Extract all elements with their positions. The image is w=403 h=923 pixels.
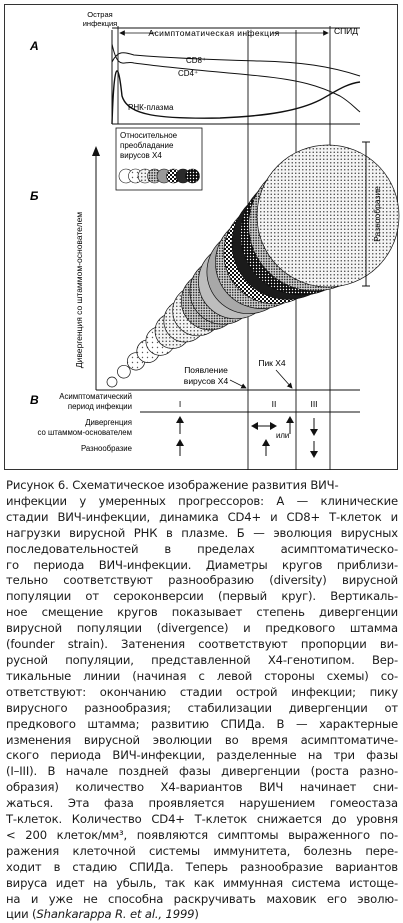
- caption-line: вирусного разнообразия; стабилизации дивергенции от: [6, 700, 398, 715]
- caption-line: вирусной популяции (divergence) и предкового штамма: [6, 621, 398, 636]
- phase-ii-or-word: или: [276, 431, 290, 440]
- caption-line: ходит в стадию СПИДа. Теперь разнообразие вариантов: [6, 859, 398, 874]
- phase-i-divergence-up-arrow: [176, 416, 184, 434]
- x4-legend-title-line2: преобладание: [120, 141, 174, 150]
- phase-iii-diversity-down-arrow: [310, 441, 318, 458]
- caption-line: (I–III). В начале поздней фазы дивергенции (роста разно-: [6, 764, 398, 779]
- figure-caption: [6, 478, 398, 923]
- caption-line: последовательностей в пределах асимптоматическо-: [6, 541, 398, 556]
- curve-cd8-label: CD8⁺: [186, 56, 207, 65]
- curve-rna-label: РНК-плазма: [128, 103, 174, 112]
- row-divergence-label-line1: Дивергенция: [85, 418, 132, 427]
- evolution-circle: [107, 377, 117, 387]
- row-diversity-label: Разнообразие: [80, 444, 132, 453]
- caption-last-prefix: ции (: [6, 907, 37, 922]
- caption-line: го периода ВИЧ-инфекции. Диаметры кругов приблизи-: [6, 557, 398, 572]
- phase-asymptomatic-label: Асимптоматическая инфекция: [148, 28, 280, 38]
- caption-line: образия) количество Х4-вариантов ВИЧ начинает сни-: [6, 780, 398, 795]
- caption-line: тикальные линии (начиная с левой стороны схемы) со-: [6, 668, 398, 683]
- panel-a-letter: А: [30, 39, 39, 53]
- phase-aids-label: СПИД: [333, 26, 359, 36]
- panel-b-y-axis-arrow: [92, 146, 100, 156]
- phase-ii-divergence-flat-arrow: [251, 422, 277, 430]
- x4-legend-scale: [119, 169, 200, 183]
- caption-line: Т-клеток. Количество CD4+ Т-клеток снижается до уровня: [6, 812, 398, 827]
- panel-b-y-axis-label: Дивергенция со штаммом-основателем: [74, 211, 84, 369]
- phase-acute-line2: инфекция: [82, 19, 118, 28]
- caption-line: Рисунок 6. Схематическое изображение развития ВИЧ-: [6, 478, 339, 492]
- x4-appearance-line2: вирусов X4: [183, 376, 229, 386]
- caption-line: жаться. Эта фаза проявляется нарушением гомеостаза: [6, 796, 398, 811]
- legend-circle: [186, 169, 200, 183]
- curve-cd4-label: CD4⁺: [178, 69, 199, 78]
- evolution-circle: [118, 365, 131, 378]
- curve-cd8: [112, 53, 360, 76]
- curve-plasma-rna: [112, 71, 360, 124]
- panel-b-letter: Б: [30, 189, 39, 203]
- curve-cd4: [112, 44, 360, 112]
- row-divergence-label-line2: со штаммом-основателем: [37, 428, 132, 437]
- caption-line: популяции от сероконверсии (первый круг). Вертикаль-: [6, 589, 398, 604]
- caption-line: инфекции у умеренных прогрессоров: А — клинические: [6, 493, 398, 508]
- caption-line: тельно соответствуют разнообразию (diversity) вирусной: [6, 573, 398, 588]
- caption-line: ное смещение кругов показывает степень дивергенции: [6, 605, 398, 620]
- caption-line: ответствуют: окончанию стадии острой инфекции; пику: [6, 684, 398, 699]
- phase-iii-divergence-down-arrow: [310, 418, 318, 436]
- caption-line: стадии ВИЧ-инфекции, динамика CD4+ и CD8+ Т-клеток и: [6, 509, 398, 524]
- caption-line: предкового штамма; развитию СПИДа. В — характерные: [6, 716, 398, 731]
- phase-ii-diversity-up-arrow: [262, 439, 270, 456]
- caption-line: ского периода ВИЧ-инфекции, разделенные на три фазы: [6, 748, 398, 763]
- phase-ii: II: [271, 399, 277, 409]
- caption-line: нагрузки вирусной РНК в плазме. Б — эволюция вирусных: [6, 525, 398, 540]
- row-period-label-line2: период инфекции: [67, 402, 132, 411]
- caption-line: на и уже не способна раскручивать маховик его эволю-: [6, 891, 398, 906]
- caption-line: (founder strain). Затенения соответствуют пропорции ви-: [6, 637, 398, 652]
- x4-legend-title-line3: вирусов X4: [120, 151, 162, 160]
- row-period-label-line1: Асимптоматический: [59, 392, 132, 401]
- phase-iii: III: [310, 399, 318, 409]
- x4-appearance-arrow: [230, 380, 246, 388]
- caption-last-suffix: ): [194, 907, 199, 922]
- caption-line: вируса идет на убыль, так как иммунная система истоще-: [6, 875, 398, 890]
- x4-legend-title-line1: Относительное: [120, 131, 178, 140]
- caption-line: ражения клеточной системы иммунитета, болезнь пере-: [6, 843, 398, 858]
- caption-line: русной популяции, представленной Х4-генотипом. Вер-: [6, 652, 398, 667]
- phase-i: I: [178, 399, 182, 409]
- x4-peak-arrow: [276, 370, 292, 388]
- panel-c-letter: В: [30, 393, 39, 407]
- caption-reference: Shankarappa R. et al., 1999: [36, 907, 195, 922]
- diversity-label: Разнообразие: [372, 186, 382, 242]
- caption-line: < 200 клеток/мм³, появляются симптомы выраженного по-: [6, 827, 398, 842]
- x4-appearance-line1: Появление: [184, 365, 228, 375]
- x4-peak-label: Пик X4: [258, 358, 286, 368]
- phase-i-diversity-up-arrow: [176, 439, 184, 456]
- phase-acute-line1: Острая: [87, 10, 113, 19]
- caption-line: изменения вирусной эволюции во время асимптоматиче-: [6, 732, 398, 747]
